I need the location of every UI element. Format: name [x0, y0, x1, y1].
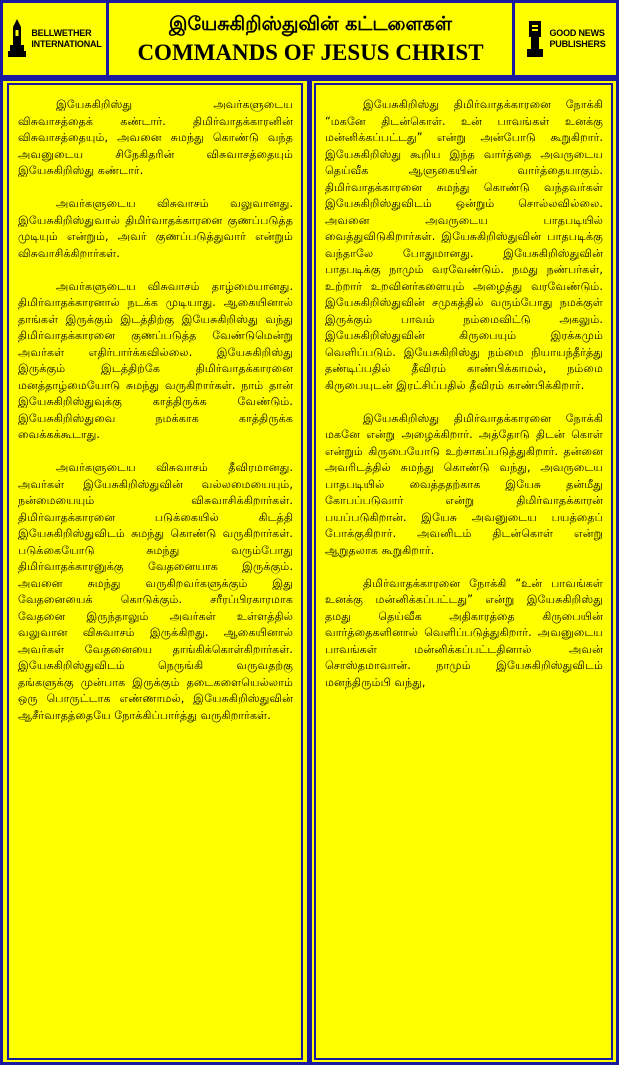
bellwether-logo [3, 3, 109, 75]
header-banner [0, 0, 619, 78]
right-column [309, 78, 619, 1065]
right-paragraph-1: இயேசுகிறிஸ்து திமிர்வாதக்காரனை நோக்கி “மகனே திடன்கொள். உன் பாவங்கள் உனக்கு மன்னிக்கப்பட்டது” என்று அன்போடு கூறுகிறார். இயேசுகிறிஸ்து கூறிய இந்த வார்த்தை அவருடைய தெய்வீக ஆளுகையின் வார்த்தையாகும். திமிர்வாதக்காரனை சுமந்து கொண்டு வந்தவர்கள் இயேசுகிறிஸ்துவிடம் ஒன்றும் சொல்லவில்லை. அவனை அவருடைய பாதபடியில் வைத்துவிடுகிறார்கள். இயேசுகிறிஸ்துவின் பாதபடிக்கு வந்தாலே போதுமானது. இயேசுகிறிஸ்துவின் பாதபடிக்கு நாமும் வரவேண்டும். நமது நண்பர்கள், உற்றார் உறவினர்களையும் அழைத்து வரவேண்டும். இயேசுகிறிஸ்துவின் சமுகத்தில் வரும்போது நமக்குள் இருக்கும் பாவம் நம்மைவிட்டு அகலும். இயேசுகிறிஸ்துவின் கிருபையும் இரக்கமும் வெளிப்படும். இயேசுகிறிஸ்து நம்மை நியாயந்தீர்த்து தண்டிப்பதில் தீவிரம் காண்பிக்காமல், நம்மை கிருபையுடன் இரட்சிப்பதில் தீவிரம் காண்பிக்கிறார். [325, 98, 603, 392]
bellwether-logo-line2: INTERNATIONAL [31, 39, 102, 49]
good-news-logo-line2: PUBLISHERS [549, 39, 606, 49]
right-column-text [316, 85, 611, 691]
page-title-english: COMMANDS OF JESUS CHRIST [137, 40, 484, 65]
right-paragraph-3: திமிர்வாதக்காரனை நோக்கி “உன் பாவங்கள் உனக்கு மன்னிக்கப்பட்டது” என்று இயேசுகிறிஸ்து தமது தெய்வீக அதிகாரத்தை கிருபையின் வார்த்தைகளினால் வெளிப்படுத்துகிறார். அவனுடைய பாவங்கள் மன்னிக்கப்பட்டதினால் அவன் சொஸ்தமாவான். நாமும் இயேசுகிறிஸ்துவிடம் மனந்திரும்பி வந்து, [325, 576, 603, 689]
left-paragraph-3: அவர்களுடைய விசுவாசம் தாழ்மையானது. திமிர்வாதக்காரனால் நடக்க முடியாது. ஆகையினால் தாங்கள் இருக்கும் இடத்திற்கு இயேசுகிறிஸ்து வந்து திமிர்வாதக்காரனை குணப்படுத்த வேண்டுமென்று அவர்கள் எதிர்பார்க்கவில்லை. இயேசுகிறிஸ்து இருக்கும் இடத்திற்கே திமிர்வாதக்காரனை மனத்தாழ்மையோடு சுமந்து வருகிறார்கள். நாம் தான் இயேசுகிறிஸ்துவுக்கு காத்திருக்க வேண்டும். இயேசுகிறிஸ்துவை நமக்காக காத்திருக்க வைக்கக்கூடாது. [18, 279, 293, 441]
book-publisher-icon [525, 19, 545, 59]
right-paragraph-2: இயேசுகிறிஸ்து திமிர்வாதக்காரனை நோக்கி மகனே என்று அழைக்கிறார். அத்தோடு திடன் கொள் என்றும் கிருபையோடு உற்சாகப்படுத்துகிறார். தன்னை அவரிடத்தில் சுமந்து கொண்டு வந்து, அவருடைய பாதபடியில் வைத்ததற்காக இயேசு தன்மீது கோபப்படுவார் என்று திமிர்வாதக்காரன் பயப்படுகிறான். இயேசு அவனுடைய பயத்தைப் போக்குகிறார். அவனிடம் திடன்கொள் என்று ஆறுதலாக கூறுகிறார். [325, 411, 603, 557]
left-column-frame [7, 83, 303, 1060]
left-paragraph-2: அவர்களுடைய விசுவாசம் வலுவானது. இயேசுகிறிஸ்துவால் திமிர்வாதக்காரனை குணப்படுத்த முடியும் என்றும், அவர் குணப்படுத்துவார் என்றும் விசுவாசிக்கிறார்கள். [18, 197, 293, 260]
left-column-text [9, 85, 301, 724]
bellwether-logo-line1: BELLWETHER [31, 28, 92, 38]
title-block [109, 3, 512, 75]
left-paragraph-4: அவர்களுடைய விசுவாசம் தீவிரமானது. அவர்கள் இயேசுகிறிஸ்துவின் வல்லமையையும், நன்மையையும் விசுவாசிக்கிறார்கள். திமிர்வாதக்காரனை படுக்கையில் கிடத்தி இயேசுகிறிஸ்துவிடம் சுமந்து கொண்டு வருகிறார்கள். படுக்கையோடு சுமந்து வரும்போது திமிர்வாதக்காரனுக்கு வேதனையாக இருக்கும். அவனை சுமந்து வருகிறவர்களுக்கும் இது வேதனையைக் கொடுக்கும். சரீரப்பிரகாரமாக வேதனை இருந்தாலும் அவர்கள் உள்ளத்தில் வலுவான விசுவாசம் இருக்கிறது. ஆகையினால் அவர்கள் வேதனையை தாங்கிக்கொள்கிறார்கள். இயேசுகிறிஸ்துவிடம் நெருங்கி வருவதற்கு தங்களுக்கு முன்பாக இருக்கும் தடைகளையெல்லாம் ஒரு பொருட்டாக எண்ணாமல், இயேசுகிறிஸ்துவின் ஆசீர்வாதத்தையே நோக்கிப்பார்த்து வருகிறார்கள். [18, 461, 293, 722]
good-news-logo-line1: GOOD NEWS [549, 28, 605, 38]
left-paragraph-1: இயேசுகிறிஸ்து அவர்களுடைய விசுவாசத்தைக் கண்டார். திமிர்வாதக்காரனின் விசுவாசத்தையும், அவனை சுமந்து கொண்டு வந்த அவனுடைய சிநேகிதரின் விசுவாசத்தையும் இயேசுகிறிஸ்து கண்டார். [18, 98, 293, 177]
right-column-frame [314, 83, 613, 1060]
bell-tower-icon [7, 19, 27, 59]
good-news-publishers-logo [512, 3, 616, 75]
page-title-tamil: இயேசுகிறிஸ்துவின் கட்டளைகள் [169, 13, 452, 35]
left-column [0, 78, 310, 1065]
